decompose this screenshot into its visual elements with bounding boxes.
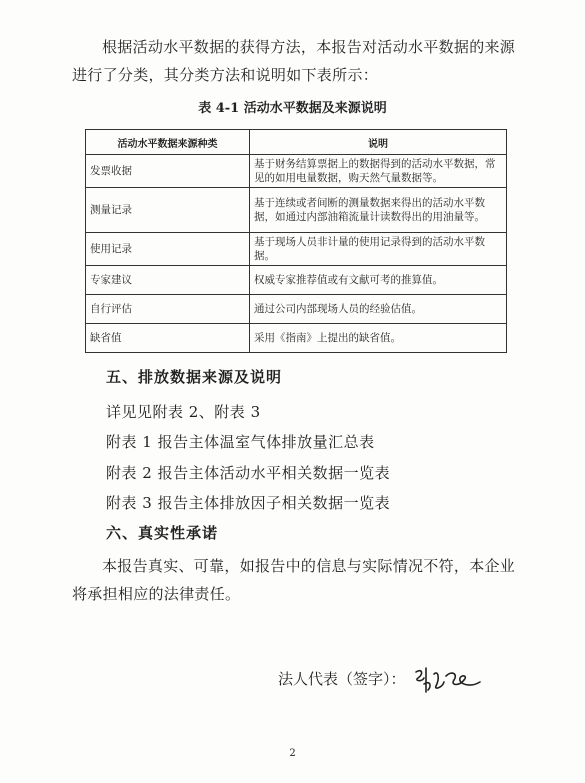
page-number: 2 [289, 748, 296, 759]
cell-desc: 基于财务结算票据上的数据得到的活动水平数据，常见的如用电量数据，购天然气量数据等。 [250, 155, 507, 188]
header-desc: 说明 [250, 130, 507, 155]
section5-line: 附表 3 报告主体排放因子相关数据一览表 [106, 494, 391, 512]
cell-type: 测量记录 [86, 188, 250, 233]
cell-type: 专家建议 [86, 266, 250, 295]
cell-type: 发票收据 [86, 155, 250, 188]
cell-type: 使用记录 [86, 233, 250, 266]
table-header-row [86, 130, 507, 155]
cell-desc: 基于连续或者间断的测量数据来得出的活动水平数据，如通过内部油箱流量计读数得出的用油量等。 [250, 188, 507, 233]
table-row [86, 324, 507, 353]
cell-desc: 权威专家推荐值或有文献可考的推算值。 [250, 266, 507, 295]
handwritten-signature [412, 664, 484, 698]
cell-desc: 采用《指南》上提出的缺省值。 [250, 324, 507, 353]
table-row [86, 188, 507, 233]
section5-heading: 五、排放数据来源及说明 [106, 368, 283, 386]
header-type: 活动水平数据来源种类 [86, 130, 250, 155]
table-row [86, 155, 507, 188]
table-caption: 表 4-1 活动水平数据及来源说明 [198, 101, 387, 116]
signature-label: 法人代表（签字）： [278, 670, 406, 688]
section5-line: 附表 2 报告主体活动水平相关数据一览表 [106, 464, 391, 482]
table-row [86, 233, 507, 266]
cell-desc: 基于现场人员非计量的使用记录得到的活动水平数据。 [250, 233, 507, 266]
section6-heading: 六、真实性承诺 [106, 524, 219, 542]
intro-paragraph: 根据活动水平数据的获得方法，本报告对活动水平数据的来源进行了分类，其分类方法和说明如下表所示： [72, 38, 516, 84]
cell-desc: 通过公司内部现场人员的经验估值。 [250, 295, 507, 324]
table-row [86, 295, 507, 324]
section5-line: 详见见附表 2、附表 3 [106, 403, 261, 421]
cell-type: 缺省值 [86, 324, 250, 353]
cell-type: 自行评估 [86, 295, 250, 324]
section6-paragraph: 本报告真实、可靠，如报告中的信息与实际情况不符，本企业将承担相应的法律责任。 [72, 557, 516, 603]
section5-line: 附表 1 报告主体温室气体排放量汇总表 [106, 433, 375, 451]
data-source-table [85, 129, 507, 353]
table-row [86, 266, 507, 295]
